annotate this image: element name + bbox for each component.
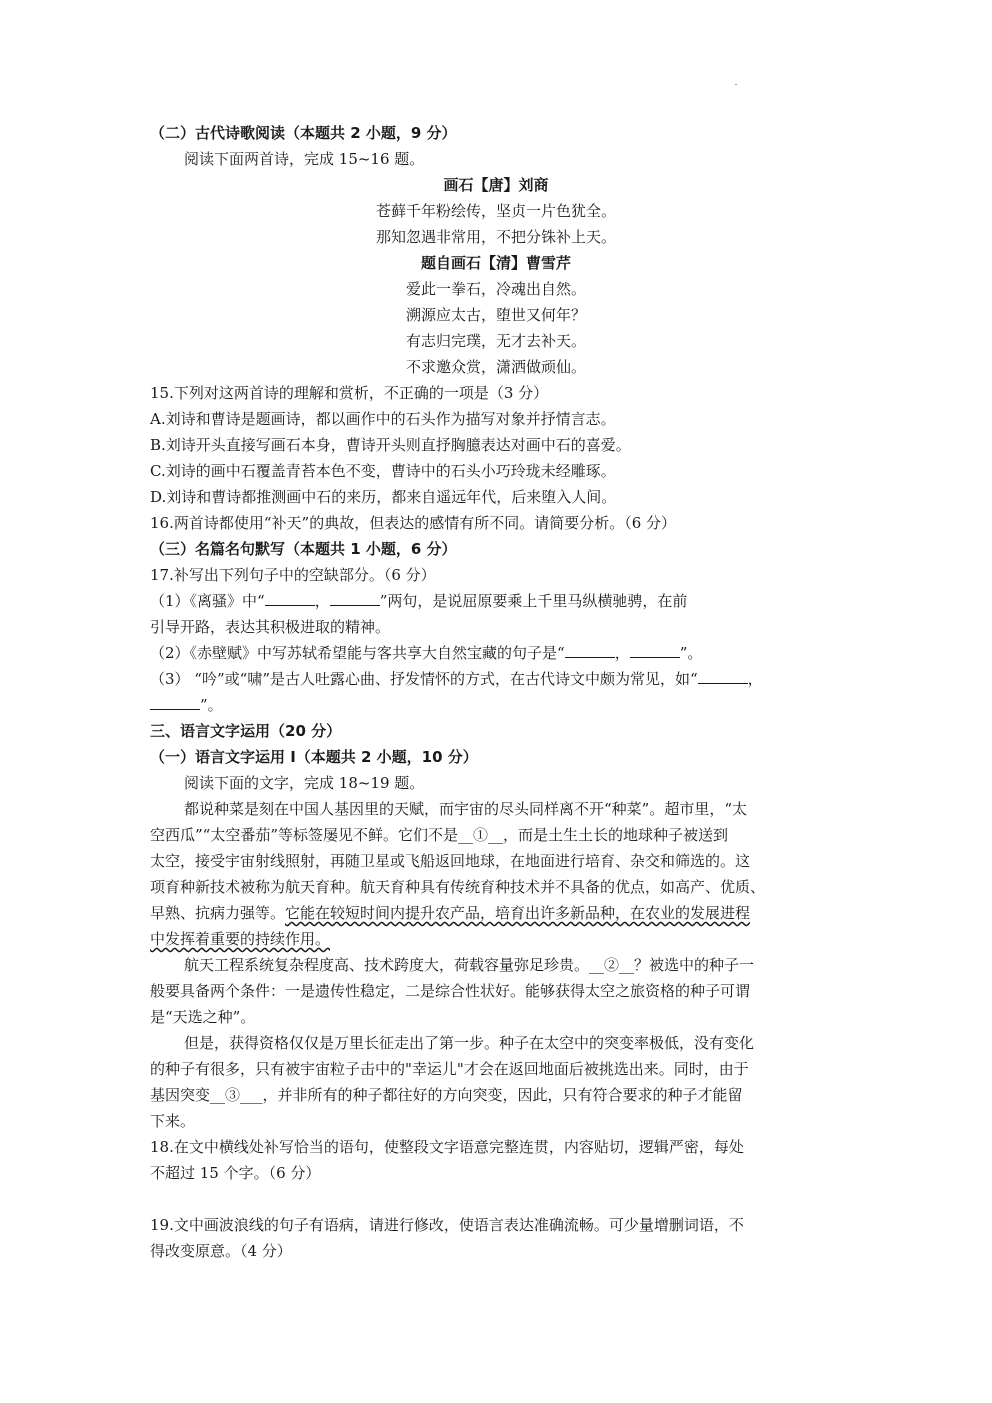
wavy-underlined-sentence: 中发挥着重要的持续作用。 <box>150 930 331 948</box>
part3-heading: 三、语言文字运用（20 分） <box>150 722 342 740</box>
sub1-heading: （一）语言文字运用 I（本题共 2 小题，10 分） <box>150 748 478 766</box>
q18-stem-continued: 不超过 15 个字。（6 分） <box>150 1164 321 1182</box>
passage-line: 但是，获得资格仅仅是万里长征走出了第一步。种子在太空中的突变率极低，没有变化 <box>184 1034 755 1052</box>
q17-item1-separator: ， <box>314 592 330 610</box>
poem2-line: 有志归完璞，无才去补天。 <box>405 332 586 350</box>
section3-heading: （三）名篇名句默写（本题共 1 小题，6 分） <box>150 540 457 558</box>
q17-item1-continued: 引导开路，表达其积极进取的精神。 <box>150 618 391 636</box>
passage-line: 般要具备两个条件：一是遗传性稳定，二是综合性状好。能够获得太空之旅资格的种子可谓 <box>150 982 751 1000</box>
q17-item2-separator: ， <box>614 644 630 662</box>
q17-item2 <box>150 640 702 666</box>
passage-line <box>150 900 750 926</box>
poem2-line: 不求邀众赏，潇洒做顽仙。 <box>405 358 586 376</box>
scan-mark <box>735 84 737 85</box>
answer-blank[interactable] <box>150 695 200 710</box>
q19-stem-continued: 得改变原意。（4 分） <box>150 1242 292 1260</box>
q15-option-d: D.刘诗和曹诗都推测画中石的来历，都来自遥远年代，后来堕入人间。 <box>150 488 617 506</box>
poem2-line: 溯源应太古，堕世又何年？ <box>405 306 586 324</box>
q17-item1-suffix: ”两句，是说屈原要乘上千里马纵横驰骋，在前 <box>379 592 688 610</box>
poem2-line: 爱此一拳石，冷魂出自然。 <box>405 280 586 298</box>
q15-stem: 15.下列对这两首诗的理解和赏析，不正确的一项是（3 分） <box>150 384 549 402</box>
q17-item3-prefix: （3） “吟”或“啸”是古人吐露心曲、抒发情怀的方式，在古代诗文中颇为常见，如“ <box>150 670 698 688</box>
q17-item3-suffix: ”。 <box>200 696 223 714</box>
poem2-title: 题自画石【清】曹雪芹 <box>420 254 571 272</box>
passage-line: 下来。 <box>150 1112 196 1130</box>
passage-line: 航天工程系统复杂程度高、技术跨度大，荷载容量弥足珍贵。__②__？被选中的种子一 <box>184 956 755 974</box>
passage-line: 的种子有很多，只有被宇宙粒子击中的"幸运儿"才会在返回地面后被挑选出来。同时，由于 <box>150 1060 749 1078</box>
answer-blank[interactable] <box>265 591 315 606</box>
q17-item2-prefix: （2）《赤壁赋》中写苏轼希望能与客共享大自然宝藏的句子是“ <box>150 644 565 662</box>
answer-blank[interactable] <box>698 669 748 684</box>
q17-item1-prefix: （1）《离骚》中“ <box>150 592 265 610</box>
q16-stem: 16.两首诗都使用“补天”的典故，但表达的感情有所不同。请简要分析。（6 分） <box>150 514 677 532</box>
passage-line: 都说种菜是刻在中国人基因里的天赋，而宇宙的尽头同样离不开“种菜”。超市里，“太 <box>184 800 748 818</box>
q17-item2-suffix: ”。 <box>679 644 703 662</box>
poem1-line: 那知忽遇非常用，不把分铢补上天。 <box>375 228 616 246</box>
q15-option-c: C.刘诗的画中石覆盖青苔本色不变，曹诗中的石头小巧玲珑未经雕琢。 <box>150 462 616 480</box>
section2-intro: 阅读下面两首诗，完成 15~16 题。 <box>184 150 425 168</box>
q15-option-b: B.刘诗开头直接写画石本身，曹诗开头则直抒胸臆表达对画中石的喜爱。 <box>150 436 631 454</box>
section2-heading: （二）古代诗歌阅读（本题共 2 小题，9 分） <box>150 124 457 142</box>
passage-line: 是“天选之种”。 <box>150 1008 256 1026</box>
wavy-underlined-sentence: 它能在较短时间内提升农产品，培育出许多新品种，在农业的发展进程 <box>285 904 751 922</box>
passage-line: 空西瓜”“太空番茄”等标签屡见不鲜。它们不是__①__，而是土生土长的地球种子被送到 <box>150 826 729 844</box>
poem1-title: 画石【唐】刘商 <box>443 176 549 194</box>
q15-option-a: A.刘诗和曹诗是题画诗，都以画作中的石头作为描写对象并抒情言志。 <box>150 410 616 428</box>
answer-blank[interactable] <box>330 591 380 606</box>
q17-stem: 17.补写出下列句子中的空缺部分。（6 分） <box>150 566 436 584</box>
q17-item3 <box>150 666 763 692</box>
sub1-intro: 阅读下面的文字，完成 18~19 题。 <box>184 774 425 792</box>
passage-line: 项育种新技术被称为航天育种。航天育种具有传统育种技术并不具备的优点，如高产、优质、 <box>150 878 766 896</box>
answer-blank[interactable] <box>630 643 680 658</box>
passage-line: 太空，接受宇宙射线照射，再随卫星或飞船返回地球，在地面进行培育、杂交和筛选的。这 <box>150 852 751 870</box>
q17-item3-separator: ， <box>747 670 763 688</box>
poem1-line: 苍藓千年粉绘传，坚贞一片色犹全。 <box>375 202 616 220</box>
q18-stem: 18.在文中横线处补写恰当的语句，使整段文字语意完整连贯，内容贴切，逻辑严密，每处 <box>150 1138 744 1156</box>
q17-item3-continued <box>150 692 223 718</box>
passage-text: 早熟、抗病力强等。 <box>150 904 286 922</box>
q19-stem: 19.文中画波浪线的句子有语病，请进行修改，使语言表达准确流畅。可少量增删词语，不 <box>150 1216 744 1234</box>
answer-blank[interactable] <box>565 643 615 658</box>
passage-line: 基因突变__③___，并非所有的种子都往好的方向突变，因此，只有符合要求的种子才能留 <box>150 1086 743 1104</box>
q17-item1 <box>150 588 687 614</box>
